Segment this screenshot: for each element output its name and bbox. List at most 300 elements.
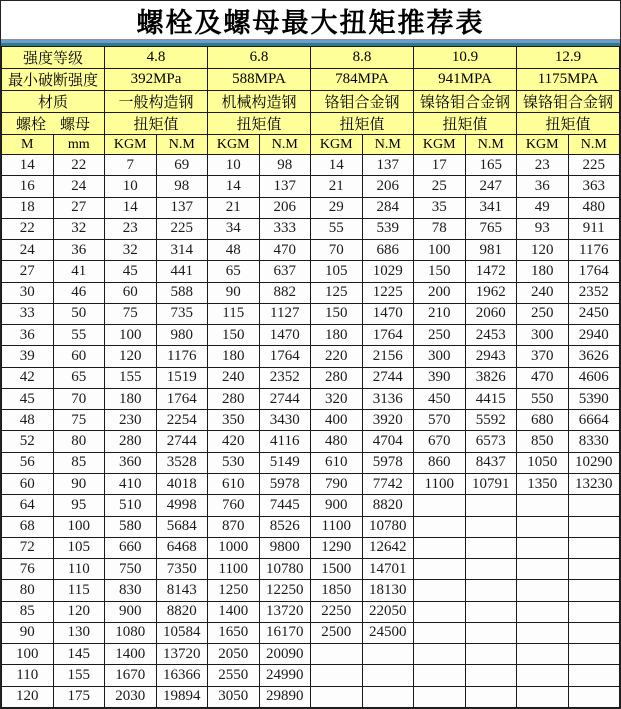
cell: 314 (156, 240, 208, 261)
cell: 480 (311, 431, 363, 452)
table-row (2, 473, 620, 494)
cell: 100 (105, 325, 157, 346)
table-row (2, 240, 620, 261)
table-row (2, 537, 620, 558)
cell: 5390 (568, 388, 620, 409)
cell: 75 (105, 303, 157, 324)
cell: 12250 (259, 580, 311, 601)
cell (465, 580, 517, 601)
cell: 52 (2, 431, 54, 452)
units-row (2, 135, 620, 155)
cell (414, 601, 466, 622)
cell: 2943 (465, 346, 517, 367)
cell: 17 (414, 155, 466, 176)
cell: 7 (105, 155, 157, 176)
torque-table (1, 46, 620, 708)
cell: 350 (208, 410, 260, 431)
cell: 250 (517, 303, 569, 324)
cell: 4018 (156, 473, 208, 494)
page-title: 螺栓及螺母最大扭矩推荐表 (1, 1, 620, 39)
cell: 570 (414, 410, 466, 431)
cell (517, 580, 569, 601)
cell: 870 (208, 516, 260, 537)
cell: 32 (105, 240, 157, 261)
cell (414, 644, 466, 665)
cell: 1250 (208, 580, 260, 601)
strength-grade-label: 强度等级 (2, 47, 105, 69)
cell: 4606 (568, 367, 620, 388)
cell: 1176 (568, 240, 620, 261)
cell: 850 (517, 431, 569, 452)
bolt-nut-label (2, 113, 105, 135)
cell: 225 (156, 218, 208, 239)
cell: 21 (311, 176, 363, 197)
cell: 155 (105, 367, 157, 388)
cell: 2250 (311, 601, 363, 622)
strength-4-8: 392MPa (105, 69, 208, 91)
cell: 2156 (362, 346, 414, 367)
cell: 80 (53, 431, 105, 452)
strength-6-8: 588MPA (208, 69, 311, 91)
cell: 137 (362, 155, 414, 176)
cell: 10780 (362, 516, 414, 537)
cell: 13230 (568, 473, 620, 494)
cell: 70 (53, 388, 105, 409)
cell: 32 (53, 218, 105, 239)
nut-label: 螺母 (59, 117, 90, 133)
cell: 1764 (259, 346, 311, 367)
cell: 980 (156, 325, 208, 346)
table-row (2, 665, 620, 686)
cell: 9800 (259, 537, 311, 558)
cell: 130 (53, 622, 105, 643)
cell: 900 (105, 601, 157, 622)
cell: 14 (208, 176, 260, 197)
cell: 610 (311, 452, 363, 473)
cell: 145 (53, 644, 105, 665)
cell: 46 (53, 282, 105, 303)
cell: 100 (2, 644, 54, 665)
cell: 480 (568, 197, 620, 218)
cell: 2352 (259, 367, 311, 388)
cell: 6664 (568, 410, 620, 431)
cell: 35 (414, 197, 466, 218)
cell: 1400 (208, 601, 260, 622)
cell: 2453 (465, 325, 517, 346)
strength-8-8: 784MPA (311, 69, 414, 91)
cell (568, 537, 620, 558)
cell: 1500 (311, 559, 363, 580)
cell: 14 (311, 155, 363, 176)
cell: 13720 (156, 644, 208, 665)
cell: 1080 (105, 622, 157, 643)
cell (568, 580, 620, 601)
cell: 70 (311, 240, 363, 261)
cell: 175 (53, 686, 105, 707)
cell: 760 (208, 495, 260, 516)
cell: 60 (2, 473, 54, 494)
cell (414, 495, 466, 516)
cell: 284 (362, 197, 414, 218)
cell: 24 (53, 176, 105, 197)
cell: 280 (311, 367, 363, 388)
cell: 370 (517, 346, 569, 367)
bolt-nut-row (2, 113, 620, 135)
cell: 1519 (156, 367, 208, 388)
cell: 363 (568, 176, 620, 197)
cell: 280 (105, 431, 157, 452)
unit-kgm-6-8: KGM (208, 135, 260, 155)
material-row (2, 91, 620, 113)
torque-value-label-4-8: 扭矩值 (105, 113, 208, 135)
cell: 1850 (311, 580, 363, 601)
table-row (2, 622, 620, 643)
material-4-8: 一般构造钢 (105, 91, 208, 113)
cell: 65 (53, 367, 105, 388)
table-row (2, 176, 620, 197)
cell: 105 (53, 537, 105, 558)
cell: 390 (414, 367, 466, 388)
cell: 23 (517, 155, 569, 176)
cell: 100 (414, 240, 466, 261)
strength-row (2, 69, 620, 91)
cell: 18 (2, 197, 54, 218)
cell: 1100 (414, 473, 466, 494)
cell: 1470 (362, 303, 414, 324)
cell: 240 (517, 282, 569, 303)
table-row (2, 346, 620, 367)
cell: 100 (53, 516, 105, 537)
cell: 3050 (208, 686, 260, 707)
cell: 10791 (465, 473, 517, 494)
cell: 150 (414, 261, 466, 282)
cell: 200 (414, 282, 466, 303)
cell: 23 (105, 218, 157, 239)
cell: 1764 (568, 261, 620, 282)
table-row (2, 431, 620, 452)
cell: 240 (208, 367, 260, 388)
cell: 110 (2, 665, 54, 686)
table-row (2, 559, 620, 580)
cell: 1029 (362, 261, 414, 282)
unit-nm-4-8: N.M (156, 135, 208, 155)
cell: 36 (517, 176, 569, 197)
cell (465, 516, 517, 537)
table-row (2, 410, 620, 431)
cell: 420 (208, 431, 260, 452)
cell: 10290 (568, 452, 620, 473)
cell: 2050 (208, 644, 260, 665)
cell (568, 601, 620, 622)
grade-6-8: 6.8 (208, 47, 311, 69)
cell: 60 (105, 282, 157, 303)
cell: 2450 (568, 303, 620, 324)
cell: 220 (311, 346, 363, 367)
cell: 95 (53, 495, 105, 516)
cell (568, 665, 620, 686)
cell: 155 (53, 665, 105, 686)
table-row (2, 601, 620, 622)
table-row (2, 282, 620, 303)
cell: 8820 (362, 495, 414, 516)
cell: 5684 (156, 516, 208, 537)
table-row (2, 686, 620, 707)
cell: 75 (53, 410, 105, 431)
cell: 69 (156, 155, 208, 176)
cell (568, 559, 620, 580)
cell: 8820 (156, 601, 208, 622)
cell: 10 (208, 155, 260, 176)
cell: 13720 (259, 601, 311, 622)
cell: 333 (259, 218, 311, 239)
cell (465, 601, 517, 622)
cell (517, 516, 569, 537)
cell: 36 (2, 325, 54, 346)
cell: 115 (53, 580, 105, 601)
cell: 50 (53, 303, 105, 324)
cell (414, 537, 466, 558)
cell: 150 (208, 325, 260, 346)
grade-row (2, 47, 620, 69)
cell: 150 (311, 303, 363, 324)
table-row (2, 303, 620, 324)
cell: 2744 (156, 431, 208, 452)
table-row (2, 580, 620, 601)
min-breaking-strength-label: 最小破断强度 (2, 69, 105, 91)
cell (517, 537, 569, 558)
cell: 510 (105, 495, 157, 516)
cell: 206 (259, 197, 311, 218)
cell: 78 (414, 218, 466, 239)
cell: 29 (311, 197, 363, 218)
cell: 441 (156, 261, 208, 282)
cell: 1470 (259, 325, 311, 346)
cell: 120 (2, 686, 54, 707)
cell (311, 644, 363, 665)
cell: 72 (2, 537, 54, 558)
cell (362, 644, 414, 665)
cell: 18130 (362, 580, 414, 601)
table-header (2, 47, 620, 155)
cell: 8526 (259, 516, 311, 537)
cell (311, 665, 363, 686)
cell: 24 (2, 240, 54, 261)
unit-nm-12-9: N.M (568, 135, 620, 155)
cell (568, 622, 620, 643)
unit-kgm-10-9: KGM (414, 135, 466, 155)
cell: 3826 (465, 367, 517, 388)
cell: 90 (208, 282, 260, 303)
cell: 686 (362, 240, 414, 261)
cell: 900 (311, 495, 363, 516)
cell: 110 (53, 559, 105, 580)
cell (465, 665, 517, 686)
table-row (2, 644, 620, 665)
cell: 24990 (259, 665, 311, 686)
cell: 8330 (568, 431, 620, 452)
cell: 637 (259, 261, 311, 282)
cell (414, 559, 466, 580)
cell: 85 (53, 452, 105, 473)
cell: 670 (414, 431, 466, 452)
table-row (2, 367, 620, 388)
cell: 530 (208, 452, 260, 473)
grade-4-8: 4.8 (105, 47, 208, 69)
unit-nm-6-8: N.M (259, 135, 311, 155)
cell: 250 (414, 325, 466, 346)
cell (517, 686, 569, 707)
cell: 300 (517, 325, 569, 346)
cell: 1127 (259, 303, 311, 324)
cell: 33 (2, 303, 54, 324)
table-row (2, 197, 620, 218)
cell: 4116 (259, 431, 311, 452)
cell: 125 (311, 282, 363, 303)
table-row (2, 218, 620, 239)
cell: 1400 (105, 644, 157, 665)
cell: 1100 (208, 559, 260, 580)
cell (414, 665, 466, 686)
grade-10-9: 10.9 (414, 47, 517, 69)
cell: 2254 (156, 410, 208, 431)
cell: 180 (208, 346, 260, 367)
cell (517, 622, 569, 643)
cell (568, 686, 620, 707)
cell: 55 (311, 218, 363, 239)
cell: 882 (259, 282, 311, 303)
cell: 76 (2, 559, 54, 580)
cell (465, 622, 517, 643)
cell: 34 (208, 218, 260, 239)
cell: 2500 (311, 622, 363, 643)
cell: 580 (105, 516, 157, 537)
cell: 180 (105, 388, 157, 409)
cell: 470 (259, 240, 311, 261)
cell: 610 (208, 473, 260, 494)
cell: 16 (2, 176, 54, 197)
cell: 550 (517, 388, 569, 409)
cell: 7445 (259, 495, 311, 516)
cell: 120 (517, 240, 569, 261)
cell: 105 (311, 261, 363, 282)
cell: 1764 (156, 388, 208, 409)
unit-nm-10-9: N.M (465, 135, 517, 155)
cell: 735 (156, 303, 208, 324)
cell (414, 686, 466, 707)
cell (362, 686, 414, 707)
cell (517, 559, 569, 580)
cell: 10780 (259, 559, 311, 580)
cell: 230 (105, 410, 157, 431)
cell: 280 (208, 388, 260, 409)
material-8-8: 铬钼合金钢 (311, 91, 414, 113)
cell (414, 622, 466, 643)
cell: 14 (105, 197, 157, 218)
cell: 27 (53, 197, 105, 218)
cell: 55 (53, 325, 105, 346)
torque-value-label-10-9: 扭矩值 (414, 113, 517, 135)
table-row (2, 155, 620, 176)
unit-kgm-8-8: KGM (311, 135, 363, 155)
unit-kgm-12-9: KGM (517, 135, 569, 155)
cell: 27 (2, 261, 54, 282)
cell: 1650 (208, 622, 260, 643)
cell: 1670 (105, 665, 157, 686)
cell: 56 (2, 452, 54, 473)
cell: 470 (517, 367, 569, 388)
cell: 42 (2, 367, 54, 388)
torque-value-label-12-9: 扭矩值 (517, 113, 620, 135)
cell: 539 (362, 218, 414, 239)
cell: 90 (53, 473, 105, 494)
cell: 120 (53, 601, 105, 622)
table-row (2, 495, 620, 516)
torque-value-label-6-8: 扭矩值 (208, 113, 311, 135)
cell: 225 (568, 155, 620, 176)
cell: 1290 (311, 537, 363, 558)
cell: 680 (517, 410, 569, 431)
cell: 4415 (465, 388, 517, 409)
cell: 830 (105, 580, 157, 601)
cell: 5592 (465, 410, 517, 431)
cell: 10584 (156, 622, 208, 643)
cell: 93 (517, 218, 569, 239)
title-divider (1, 39, 620, 46)
cell: 206 (362, 176, 414, 197)
cell: 180 (311, 325, 363, 346)
cell (568, 644, 620, 665)
cell: 10 (105, 176, 157, 197)
cell: 911 (568, 218, 620, 239)
cell: 2352 (568, 282, 620, 303)
cell: 2550 (208, 665, 260, 686)
cell: 22 (2, 218, 54, 239)
cell (568, 516, 620, 537)
cell: 120 (105, 346, 157, 367)
cell (465, 495, 517, 516)
cell: 1962 (465, 282, 517, 303)
cell: 137 (259, 176, 311, 197)
torque-value-label-8-8: 扭矩值 (311, 113, 414, 135)
cell: 410 (105, 473, 157, 494)
cell: 660 (105, 537, 157, 558)
bolt-label: 螺栓 (15, 117, 46, 133)
table-row (2, 452, 620, 473)
cell: 41 (53, 261, 105, 282)
cell: 7350 (156, 559, 208, 580)
cell: 450 (414, 388, 466, 409)
cell: 860 (414, 452, 466, 473)
cell: 360 (105, 452, 157, 473)
table-body (2, 155, 620, 708)
cell: 68 (2, 516, 54, 537)
cell (465, 537, 517, 558)
table-row (2, 388, 620, 409)
cell (465, 686, 517, 707)
cell: 165 (465, 155, 517, 176)
cell: 65 (208, 261, 260, 282)
cell: 19894 (156, 686, 208, 707)
cell: 90 (2, 622, 54, 643)
cell: 1764 (362, 325, 414, 346)
cell (517, 601, 569, 622)
material-12-9: 镍铬钼合金钢 (517, 91, 620, 113)
grade-8-8: 8.8 (311, 47, 414, 69)
cell: 98 (156, 176, 208, 197)
cell (362, 665, 414, 686)
cell: 45 (2, 388, 54, 409)
cell: 49 (517, 197, 569, 218)
